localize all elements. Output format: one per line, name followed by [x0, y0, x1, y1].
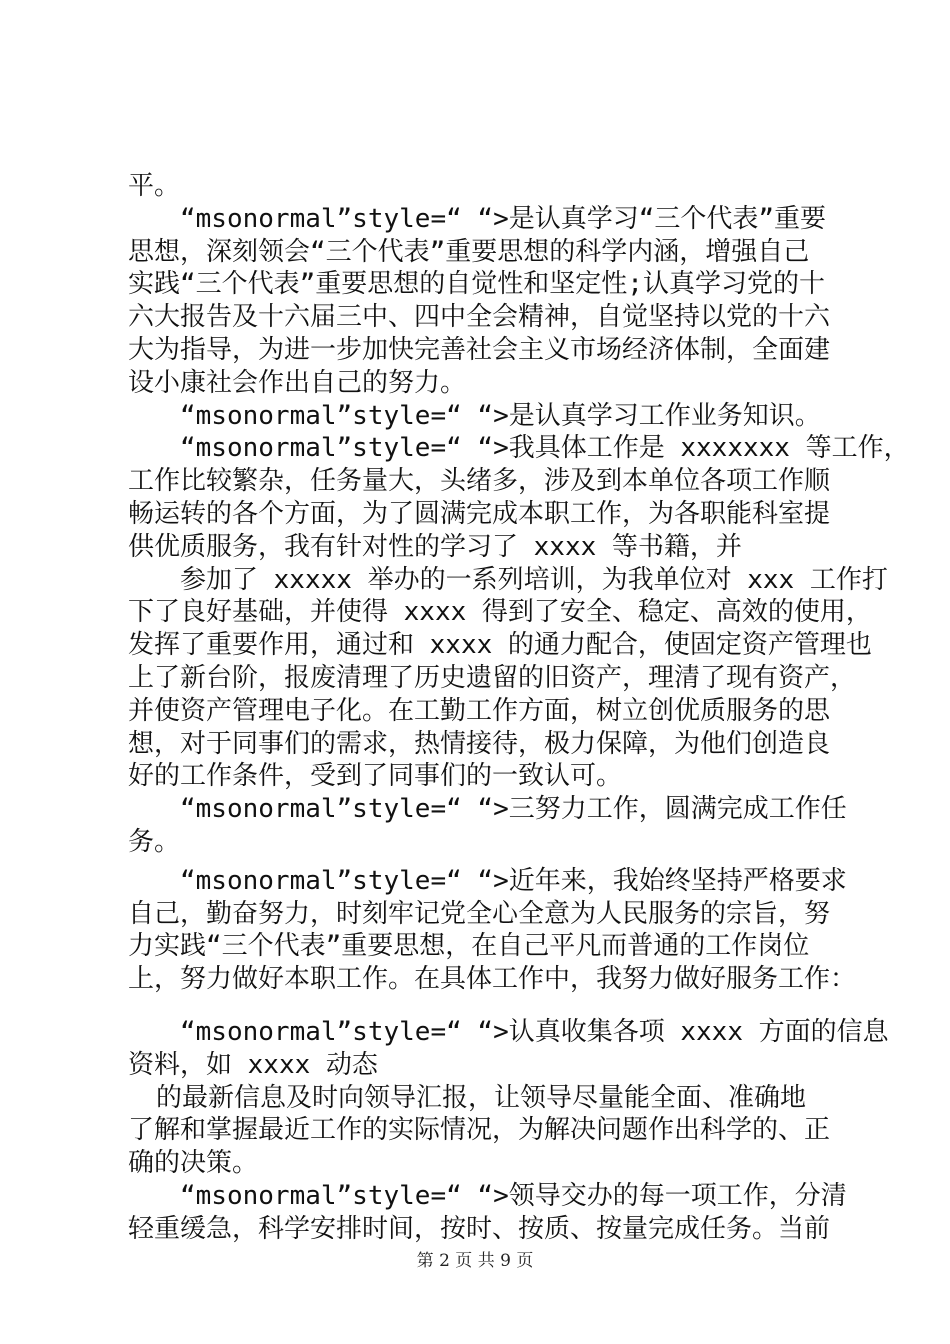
text-line: 设小康社会作出自己的努力。 — [128, 367, 467, 398]
text-line: 想，对于同事们的需求，热情接待，极力保障，为他们创造良 — [128, 728, 831, 759]
text-line: “msonormal”style=“ “>是认真学习工作业务知识。 — [180, 400, 821, 431]
text-line: 供优质服务，我有针对性的学习了 xxxx 等书籍，并 — [128, 531, 742, 562]
text-line: 自己，勤奋努力，时刻牢记党全心全意为人民服务的宗旨，努 — [128, 898, 831, 929]
text-line: 了解和掌握最近工作的实际情况，为解决问题作出科学的、正 — [128, 1115, 831, 1146]
page-number-footer: 第 2 页 共 9 页 — [416, 1251, 534, 1271]
text-line: 轻重缓急，科学安排时间，按时、按质、按量完成任务。当前 — [128, 1213, 831, 1244]
spacer — [128, 996, 840, 1016]
text-line: 大为指导，为进一步加快完善社会主义市场经济体制，全面建 — [128, 334, 831, 365]
text-line: 畅运转的各个方面，为了圆满完成本职工作，为各职能科室提 — [128, 498, 831, 529]
text-line: 确的决策。 — [128, 1148, 259, 1179]
text-line: “msonormal”style=“ “>认真收集各项 xxxx 方面的信息 — [180, 1016, 889, 1047]
text-line: “msonormal”style=“ “>近年来，我始终坚持严格要求 — [180, 865, 847, 896]
text-line: 思想，深刻领会“三个代表”重要思想的科学内涵，增强自己 — [128, 236, 810, 267]
text-line: 并使资产管理电子化。在工勤工作方面，树立创优质服务的思 — [128, 695, 831, 726]
text-line: 实践“三个代表”重要思想的自觉性和坚定性;认真学习党的十 — [128, 269, 825, 300]
text-line: 务。 — [128, 826, 181, 857]
text-line: “msonormal”style=“ “>三努力工作，圆满完成工作任 — [180, 794, 847, 825]
text-line: “msonormal”style=“ “>领导交办的每一项工作，分清 — [180, 1180, 847, 1211]
text-line: 上了新台阶，报废清理了历史遗留的旧资产，理清了现有资产， — [128, 662, 857, 693]
text-line: 工作比较繁杂，任务量大，头绪多，涉及到本单位各项工作顺 — [128, 466, 831, 497]
text-line: “msonormal”style=“ “>我具体工作是 xxxxxxx 等工作， — [180, 433, 910, 464]
text-line: 上，努力做好本职工作。在具体工作中，我努力做好服务工作： — [128, 964, 857, 995]
text-line: 六大报告及十六届三中、四中全会精神，自觉坚持以党的十六 — [128, 302, 831, 333]
text-line: “msonormal”style=“ “>是认真学习“三个代表”重要 — [180, 203, 827, 234]
text-line: 好的工作条件，受到了同事们的一致认可。 — [128, 761, 623, 792]
text-line: 下了良好基础，并使得 xxxx 得到了安全、稳定、高效的使用， — [128, 597, 872, 628]
text-line: 参加了 xxxxx 举办的一系列培训，为我单位对 xxx 工作打 — [180, 564, 888, 595]
text-line: 发挥了重要作用，通过和 xxxx 的通力配合，使固定资产管理也 — [128, 630, 872, 661]
text-line: 资料，如 xxxx 动态 — [128, 1049, 378, 1080]
text-line: 平。 — [128, 171, 181, 201]
text-line: 力实践“三个代表”重要思想，在自己平凡而普通的工作岗位 — [128, 931, 810, 962]
text-line: 的最新信息及时向领导汇报，让领导尽量能全面、准确地 — [156, 1082, 807, 1113]
body-text — [128, 170, 910, 1246]
